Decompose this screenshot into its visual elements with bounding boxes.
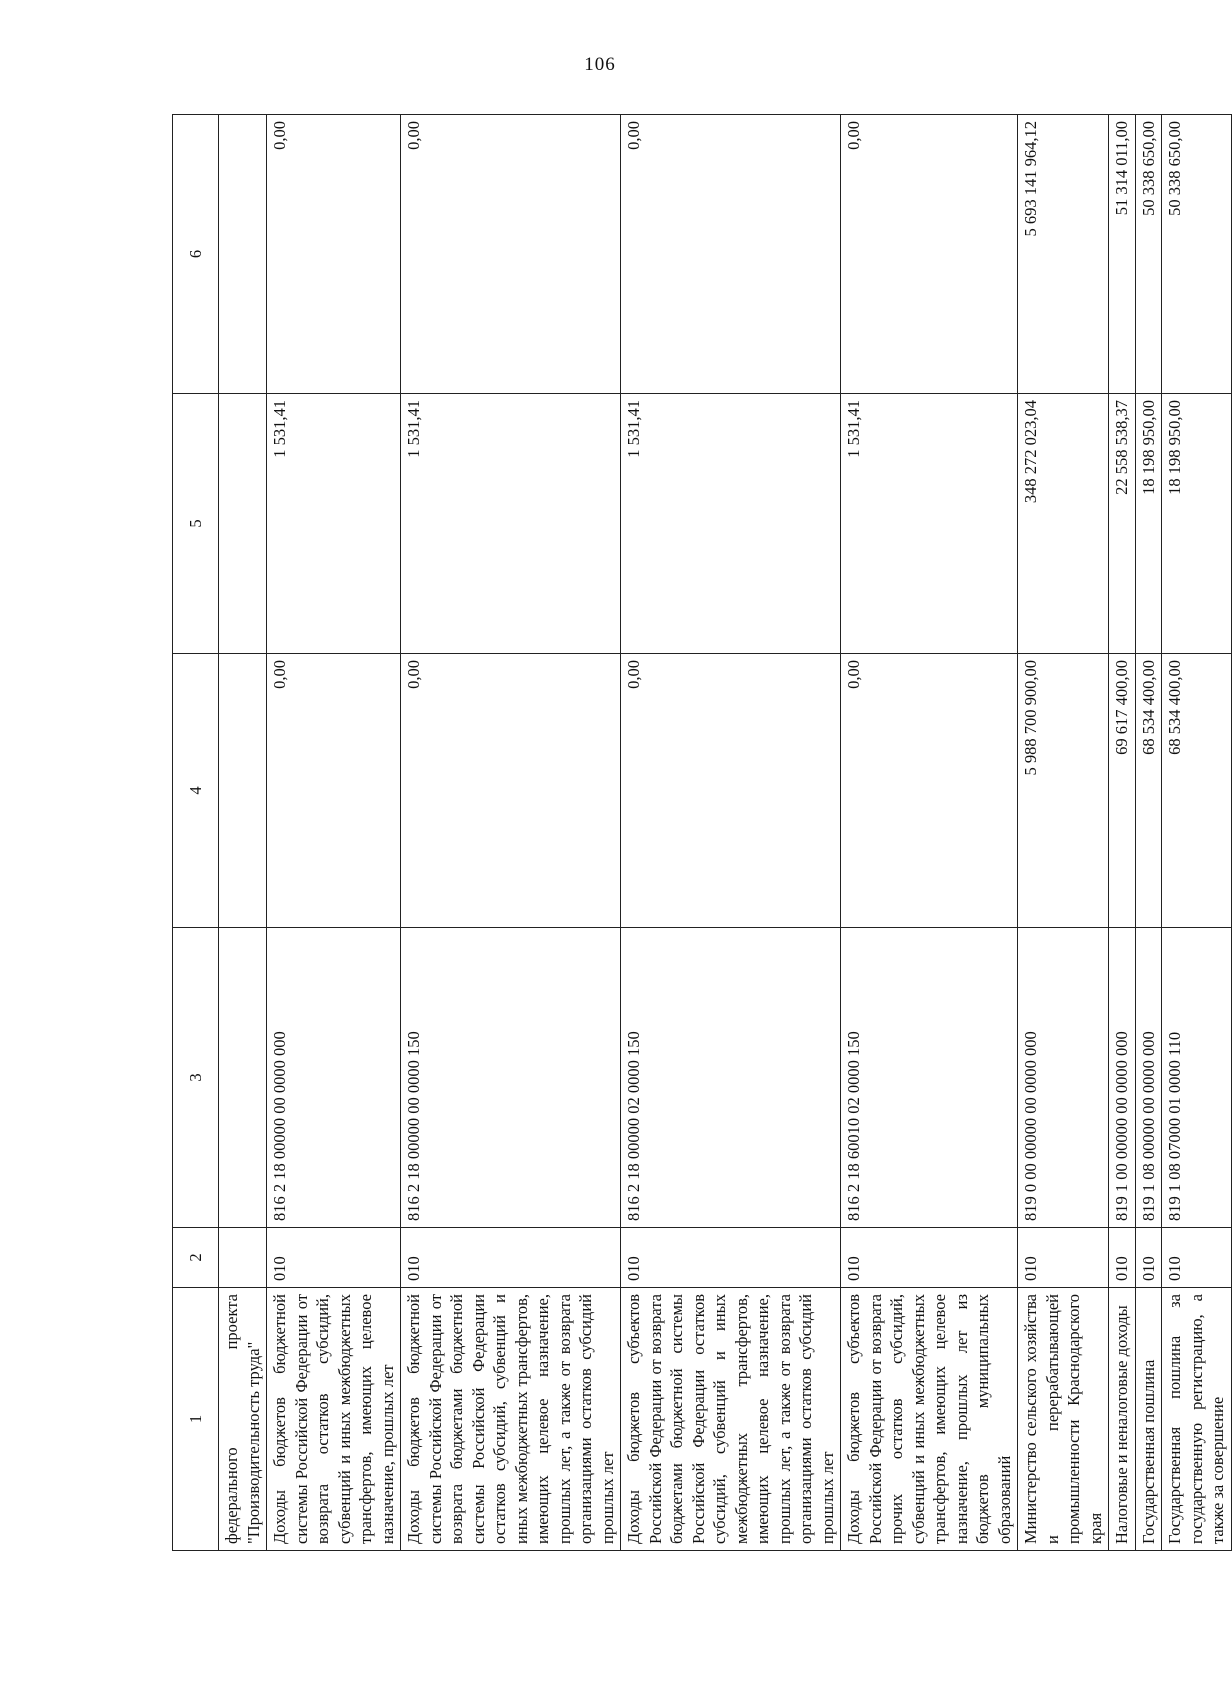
page-number: 106 bbox=[584, 54, 616, 75]
row-name: Министерство сельского хозяйства и перерабатывающей промышленности Краснодарского края bbox=[1018, 1288, 1109, 1551]
row-kbk: 816 2 18 00000 00 0000 150 bbox=[401, 928, 621, 1228]
row-col6: 0,00 bbox=[841, 115, 1018, 394]
header-cell-2: 2 bbox=[173, 1228, 219, 1288]
row-kbk: 816 2 18 00000 02 0000 150 bbox=[621, 928, 841, 1228]
row-col4: 0,00 bbox=[841, 654, 1018, 928]
row-col5: 22 558 538,37 bbox=[1109, 394, 1136, 654]
row-code: 010 bbox=[401, 1228, 621, 1288]
row-col5: 1 531,41 bbox=[621, 394, 841, 654]
row-col6: 0,00 bbox=[401, 115, 621, 394]
row-name: Доходы бюджетов субъектов Российской Федерации от возврата бюджетами бюджетной системы Российской Федерации остатков субсидий, субвенций и иных межбюджетных трансфертов, имеющих целевое назначение, прошлых лет, а также от возврата организациями остатков субсидий прошлых лет bbox=[621, 1288, 841, 1551]
row-col4: 69 617 400,00 bbox=[1109, 654, 1136, 928]
row-col6: 0,00 bbox=[621, 115, 841, 394]
row-kbk bbox=[219, 928, 267, 1228]
row-name: Государственная пошлина за государственную регистрацию, а также за совершение bbox=[1162, 1288, 1232, 1551]
row-col5: 348 272 023,04 bbox=[1018, 394, 1109, 654]
row-col4: 5 988 700 900,00 bbox=[1018, 654, 1109, 928]
row-code: 010 bbox=[621, 1228, 841, 1288]
table-row bbox=[1109, 115, 1136, 1551]
row-code: 010 bbox=[1162, 1228, 1232, 1288]
table-row bbox=[1135, 115, 1162, 1551]
rotated-table-wrapper bbox=[172, 115, 1227, 1551]
row-col4 bbox=[219, 654, 267, 928]
row-col5: 1 531,41 bbox=[267, 394, 401, 654]
row-col5 bbox=[219, 394, 267, 654]
row-kbk: 819 1 08 00000 00 0000 000 bbox=[1135, 928, 1162, 1228]
row-kbk: 816 2 18 60010 02 0000 150 bbox=[841, 928, 1018, 1228]
row-col6: 0,00 bbox=[267, 115, 401, 394]
row-col6 bbox=[219, 115, 267, 394]
row-name: Доходы бюджетов бюджетной системы Российской Федерации от возврата остатков субсидий, субвенций и иных межбюджетных трансфертов, имеющих целевое назначение, прошлых лет bbox=[267, 1288, 401, 1551]
row-col4: 0,00 bbox=[401, 654, 621, 928]
row-col5: 18 198 950,00 bbox=[1162, 394, 1232, 654]
row-col4: 0,00 bbox=[267, 654, 401, 928]
row-col6: 50 338 650,00 bbox=[1162, 115, 1232, 394]
row-code: 010 bbox=[1018, 1228, 1109, 1288]
row-name: федерального проекта "Производительность труда" bbox=[219, 1288, 267, 1551]
header-cell-5: 5 bbox=[173, 394, 219, 654]
table-row bbox=[401, 115, 621, 1551]
row-kbk: 819 1 00 00000 00 0000 000 bbox=[1109, 928, 1136, 1228]
row-kbk: 819 1 08 07000 01 0000 110 bbox=[1162, 928, 1232, 1228]
budget-table bbox=[172, 114, 1232, 1551]
table-row bbox=[1162, 115, 1232, 1551]
row-col5: 1 531,41 bbox=[841, 394, 1018, 654]
row-code: 010 bbox=[1109, 1228, 1136, 1288]
row-col6: 5 693 141 964,12 bbox=[1018, 115, 1109, 394]
row-col6: 50 338 650,00 bbox=[1135, 115, 1162, 394]
row-code bbox=[219, 1228, 267, 1288]
row-code: 010 bbox=[841, 1228, 1018, 1288]
table-row bbox=[621, 115, 841, 1551]
header-cell-3: 3 bbox=[173, 928, 219, 1228]
row-col6: 51 314 011,00 bbox=[1109, 115, 1136, 394]
row-name: Доходы бюджетов бюджетной системы Российской Федерации от возврата бюджетами бюджетной системы Российской Федерации остатков субсидий, субвенций и иных межбюджетных трансфертов, имеющих целевое назначение, прошлых лет, а также от возврата организациями остатков субсидий прошлых лет bbox=[401, 1288, 621, 1551]
row-col5: 18 198 950,00 bbox=[1135, 394, 1162, 654]
row-name: Налоговые и неналоговые доходы bbox=[1109, 1288, 1136, 1551]
table-header-row bbox=[173, 115, 219, 1551]
row-col4: 68 534 400,00 bbox=[1162, 654, 1232, 928]
row-name: Доходы бюджетов субъектов Российской Федерации от возврата прочих остатков субсидий, субвенций и иных межбюджетных трансфертов, имеющих целевое назначение, прошлых лет из бюджетов муниципальных образований bbox=[841, 1288, 1018, 1551]
row-kbk: 819 0 00 00000 00 0000 000 bbox=[1018, 928, 1109, 1228]
table-row bbox=[1018, 115, 1109, 1551]
row-code: 010 bbox=[1135, 1228, 1162, 1288]
table-row bbox=[219, 115, 267, 1551]
row-kbk: 816 2 18 00000 00 0000 000 bbox=[267, 928, 401, 1228]
table-row bbox=[841, 115, 1018, 1551]
row-col4: 0,00 bbox=[621, 654, 841, 928]
row-code: 010 bbox=[267, 1228, 401, 1288]
header-cell-1: 1 bbox=[173, 1288, 219, 1551]
header-cell-4: 4 bbox=[173, 654, 219, 928]
header-cell-6: 6 bbox=[173, 115, 219, 394]
row-col5: 1 531,41 bbox=[401, 394, 621, 654]
table-row bbox=[267, 115, 401, 1551]
row-col4: 68 534 400,00 bbox=[1135, 654, 1162, 928]
row-name: Государственная пошлина bbox=[1135, 1288, 1162, 1551]
